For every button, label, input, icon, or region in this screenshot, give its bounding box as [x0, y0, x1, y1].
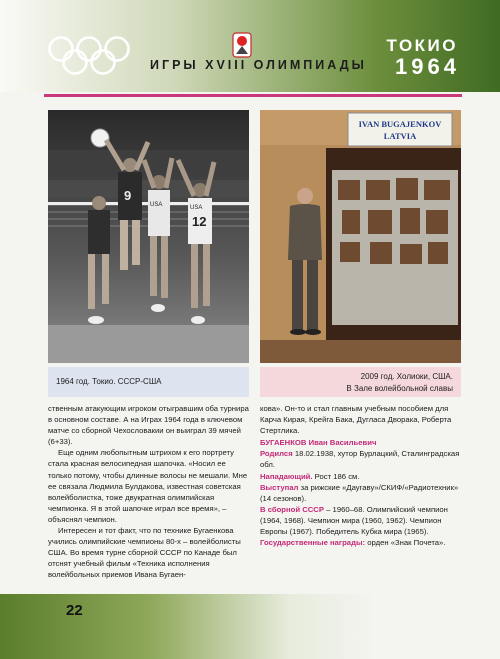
left-photo-caption [48, 367, 249, 397]
player-number-9: 9 [124, 188, 132, 203]
jersey-text-usa-1: USA [150, 202, 163, 208]
paragraph: кова». Он-то и стал главным учебным пособием для Карча Кирая, Крейга Бака, Дугласа Дворака, Роберта Стертлика. [260, 404, 452, 436]
bio-national-team: В сборной СССР – 1960–68. Олимпийский чемпион (1964, 1968). Чемпион мира (1960, 1962). Чемпион Европы (1967). Победитель Кубка мира (1965). [260, 504, 448, 537]
paragraph: Еще одним любопытным штрихом к его портрету стала красная велосипедная шапочка. «Носил ее только потому, чтобы длинные волосы не мешали. Мне ее связала Людмила Булдакова, известная советская волейболистка, тоже двукратная олимпийская чемпионка. Я в этой шапочке играл все время», – объяснял чемпион. [48, 448, 248, 524]
text-column-right [260, 403, 461, 548]
olympic-rings-logo [47, 36, 131, 76]
right-photo-caption [260, 367, 461, 397]
games-title: ИГРЫ XVIII ОЛИМПИАДЫ [150, 58, 367, 72]
bio-clubs: Выступал за рижские «Даугаву»/СКИФ/«Радиотехник» (14 сезонов). [260, 482, 459, 503]
sign-name: IVAN BUGAJENKOV [358, 119, 442, 129]
player-number-12: 12 [192, 214, 207, 229]
hall-of-fame-photo [260, 110, 461, 363]
bio-awards: Государственные награды: орден «Знак Почета». [260, 538, 446, 548]
bio-name: БУГАЕНКОВ Иван Васильевич [260, 438, 377, 448]
header-divider [44, 94, 462, 97]
right-caption-line1: 2009 год. Холиоки, США. [360, 372, 453, 381]
text-column-left [48, 403, 249, 581]
right-caption-line2: В Зале волейбольной славы [346, 384, 453, 393]
sign-country: LATVIA [383, 131, 417, 141]
page-number: 22 [66, 602, 83, 619]
games-emblem-icon [232, 32, 252, 58]
games-year: 1964 [395, 54, 460, 79]
bio-position: Нападающий. Рост 186 см. [260, 471, 360, 481]
left-caption-text: 1964 год. Токио. СССР-США [56, 377, 162, 386]
paragraph: Интересен и тот факт, что по технике Бугаенкова учились олимпийские чемпионы 80-х – волейболисты США. Во время турне сборной СССР по Канаде был отснят учебный фильм «Техника исполнения волейбольных приемов Ивана Бугаен- [48, 526, 241, 580]
volleyball-match-photo [48, 110, 249, 363]
bio-born: Родился 18.02.1938, хутор Бурлацкий, Сталинградская обл. [260, 449, 460, 470]
jersey-text-usa-2: USA [190, 205, 203, 211]
paragraph: ственным атакующим игроком отыгравшим оба турнира в основном составе. А на Играх 1964 года в ключевом матче со сборной Чехословакии он выиграл 39 мячей (6+33). [48, 404, 249, 447]
host-city: ТОКИО [386, 36, 458, 55]
